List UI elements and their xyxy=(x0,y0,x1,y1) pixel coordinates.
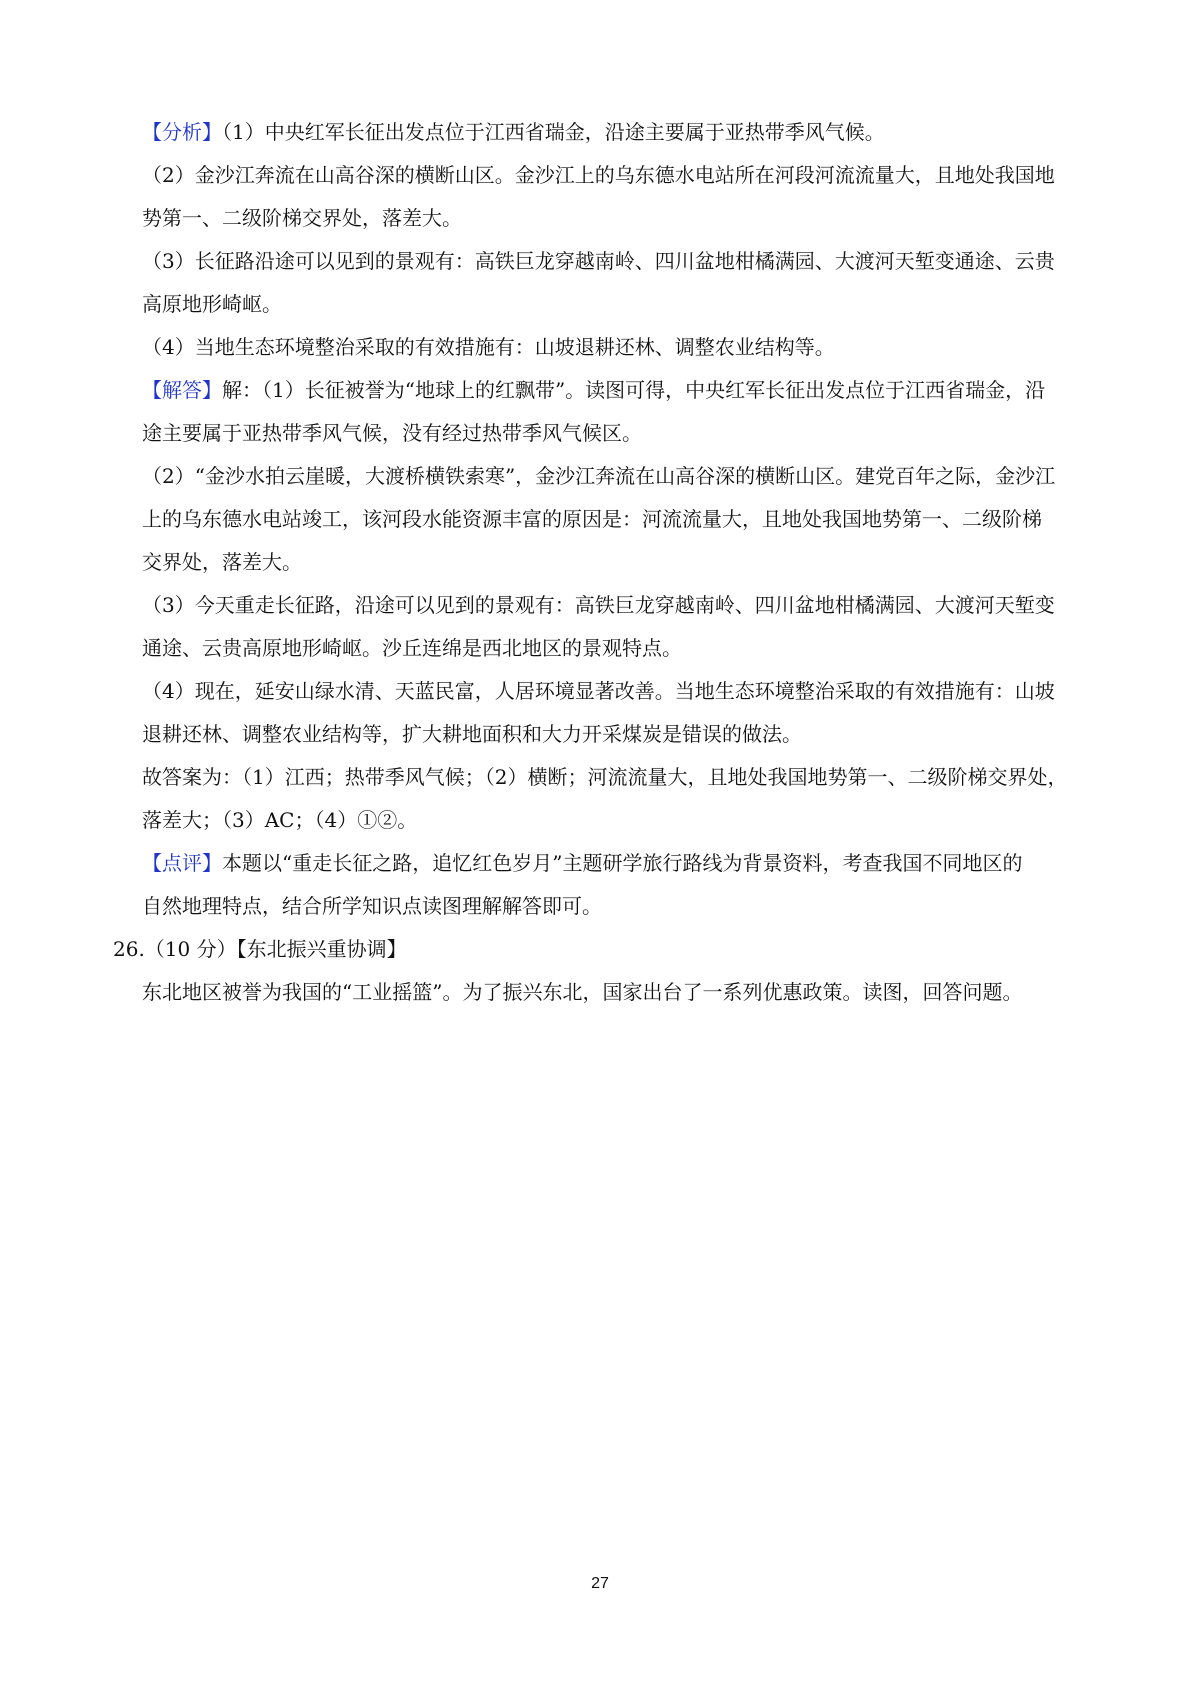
analysis-item-1-text: （1）中央红军长征出发点位于江西省瑞金，沿途主要属于亚热带季风气候。 xyxy=(222,120,885,144)
comment-tag: 【点评】 xyxy=(142,851,222,875)
final-answer-line-1: 故答案为：（1）江西；热带季风气候；（2）横断；河流流量大，且地处我国地势第一、二级阶梯交界处， xyxy=(142,765,1068,789)
answer-item-4-line-1: （4）现在，延安山绿水清、天蓝民富，人居环境显著改善。当地生态环境整治采取的有效措施有：山坡 xyxy=(142,679,1055,703)
answer-item-2-line-1: （2）“金沙水拍云崖暖，大渡桥横铁索寒”，金沙江奔流在山高谷深的横断山区。建党百年之际，金沙江 xyxy=(142,464,1056,488)
answer-tag: 【解答】 xyxy=(142,378,222,402)
page-number: 27 xyxy=(591,1575,609,1592)
comment-line-1 xyxy=(142,848,1022,878)
analysis-item-1 xyxy=(142,117,885,147)
analysis-item-4: （4）当地生态环境整治采取的有效措施有：山坡退耕还林、调整农业结构等。 xyxy=(142,335,835,359)
question-26-intro: 东北地区被誉为我国的“工业摇篮”。为了振兴东北，国家出台了一系列优惠政策。读图，回答问题。 xyxy=(142,980,1023,1004)
analysis-tag: 【分析】 xyxy=(142,120,222,144)
answer-item-2-line-2: 上的乌东德水电站竣工，该河段水能资源丰富的原因是：河流流量大，且地处我国地势第一、二级阶梯 xyxy=(142,507,1042,531)
final-answer-line-2: 落差大；（3）AC；（4）①②。 xyxy=(142,808,418,832)
answer-item-1-line-1 xyxy=(142,375,1045,405)
answer-item-3-line-2: 通途、云贵高原地形崎岖。沙丘连绵是西北地区的景观特点。 xyxy=(142,636,682,660)
answer-item-2-line-3: 交界处，落差大。 xyxy=(142,550,302,574)
question-26-heading: 26.（10 分）【东北振兴重协调】 xyxy=(113,937,407,961)
answer-item-4-line-2: 退耕还林、调整农业结构等，扩大耕地面积和大力开采煤炭是错误的做法。 xyxy=(142,722,802,746)
analysis-item-2-line-1: （2）金沙江奔流在山高谷深的横断山区。金沙江上的乌东德水电站所在河段河流流量大，且地处我国地 xyxy=(142,163,1055,187)
answer-item-1-line-1-text: 解：（1）长征被誉为“地球上的红飘带”。读图可得，中央红军长征出发点位于江西省瑞金，沿 xyxy=(222,378,1046,402)
analysis-item-3-line-2: 高原地形崎岖。 xyxy=(142,292,282,316)
comment-line-2: 自然地理特点，结合所学知识点读图理解解答即可。 xyxy=(142,894,602,918)
answer-item-3-line-1: （3）今天重走长征路，沿途可以见到的景观有：高铁巨龙穿越南岭、四川盆地柑橘满园、大渡河天堑变 xyxy=(142,593,1055,617)
analysis-item-3-line-1: （3）长征路沿途可以见到的景观有：高铁巨龙穿越南岭、四川盆地柑橘满园、大渡河天堑变通途、云贵 xyxy=(142,249,1055,273)
analysis-item-2-line-2: 势第一、二级阶梯交界处，落差大。 xyxy=(142,206,462,230)
comment-line-1-text: 本题以“重走长征之路，追忆红色岁月”主题研学旅行路线为背景资料，考查我国不同地区的 xyxy=(222,851,1023,875)
answer-item-1-line-2: 途主要属于亚热带季风气候，没有经过热带季风气候区。 xyxy=(142,421,642,445)
